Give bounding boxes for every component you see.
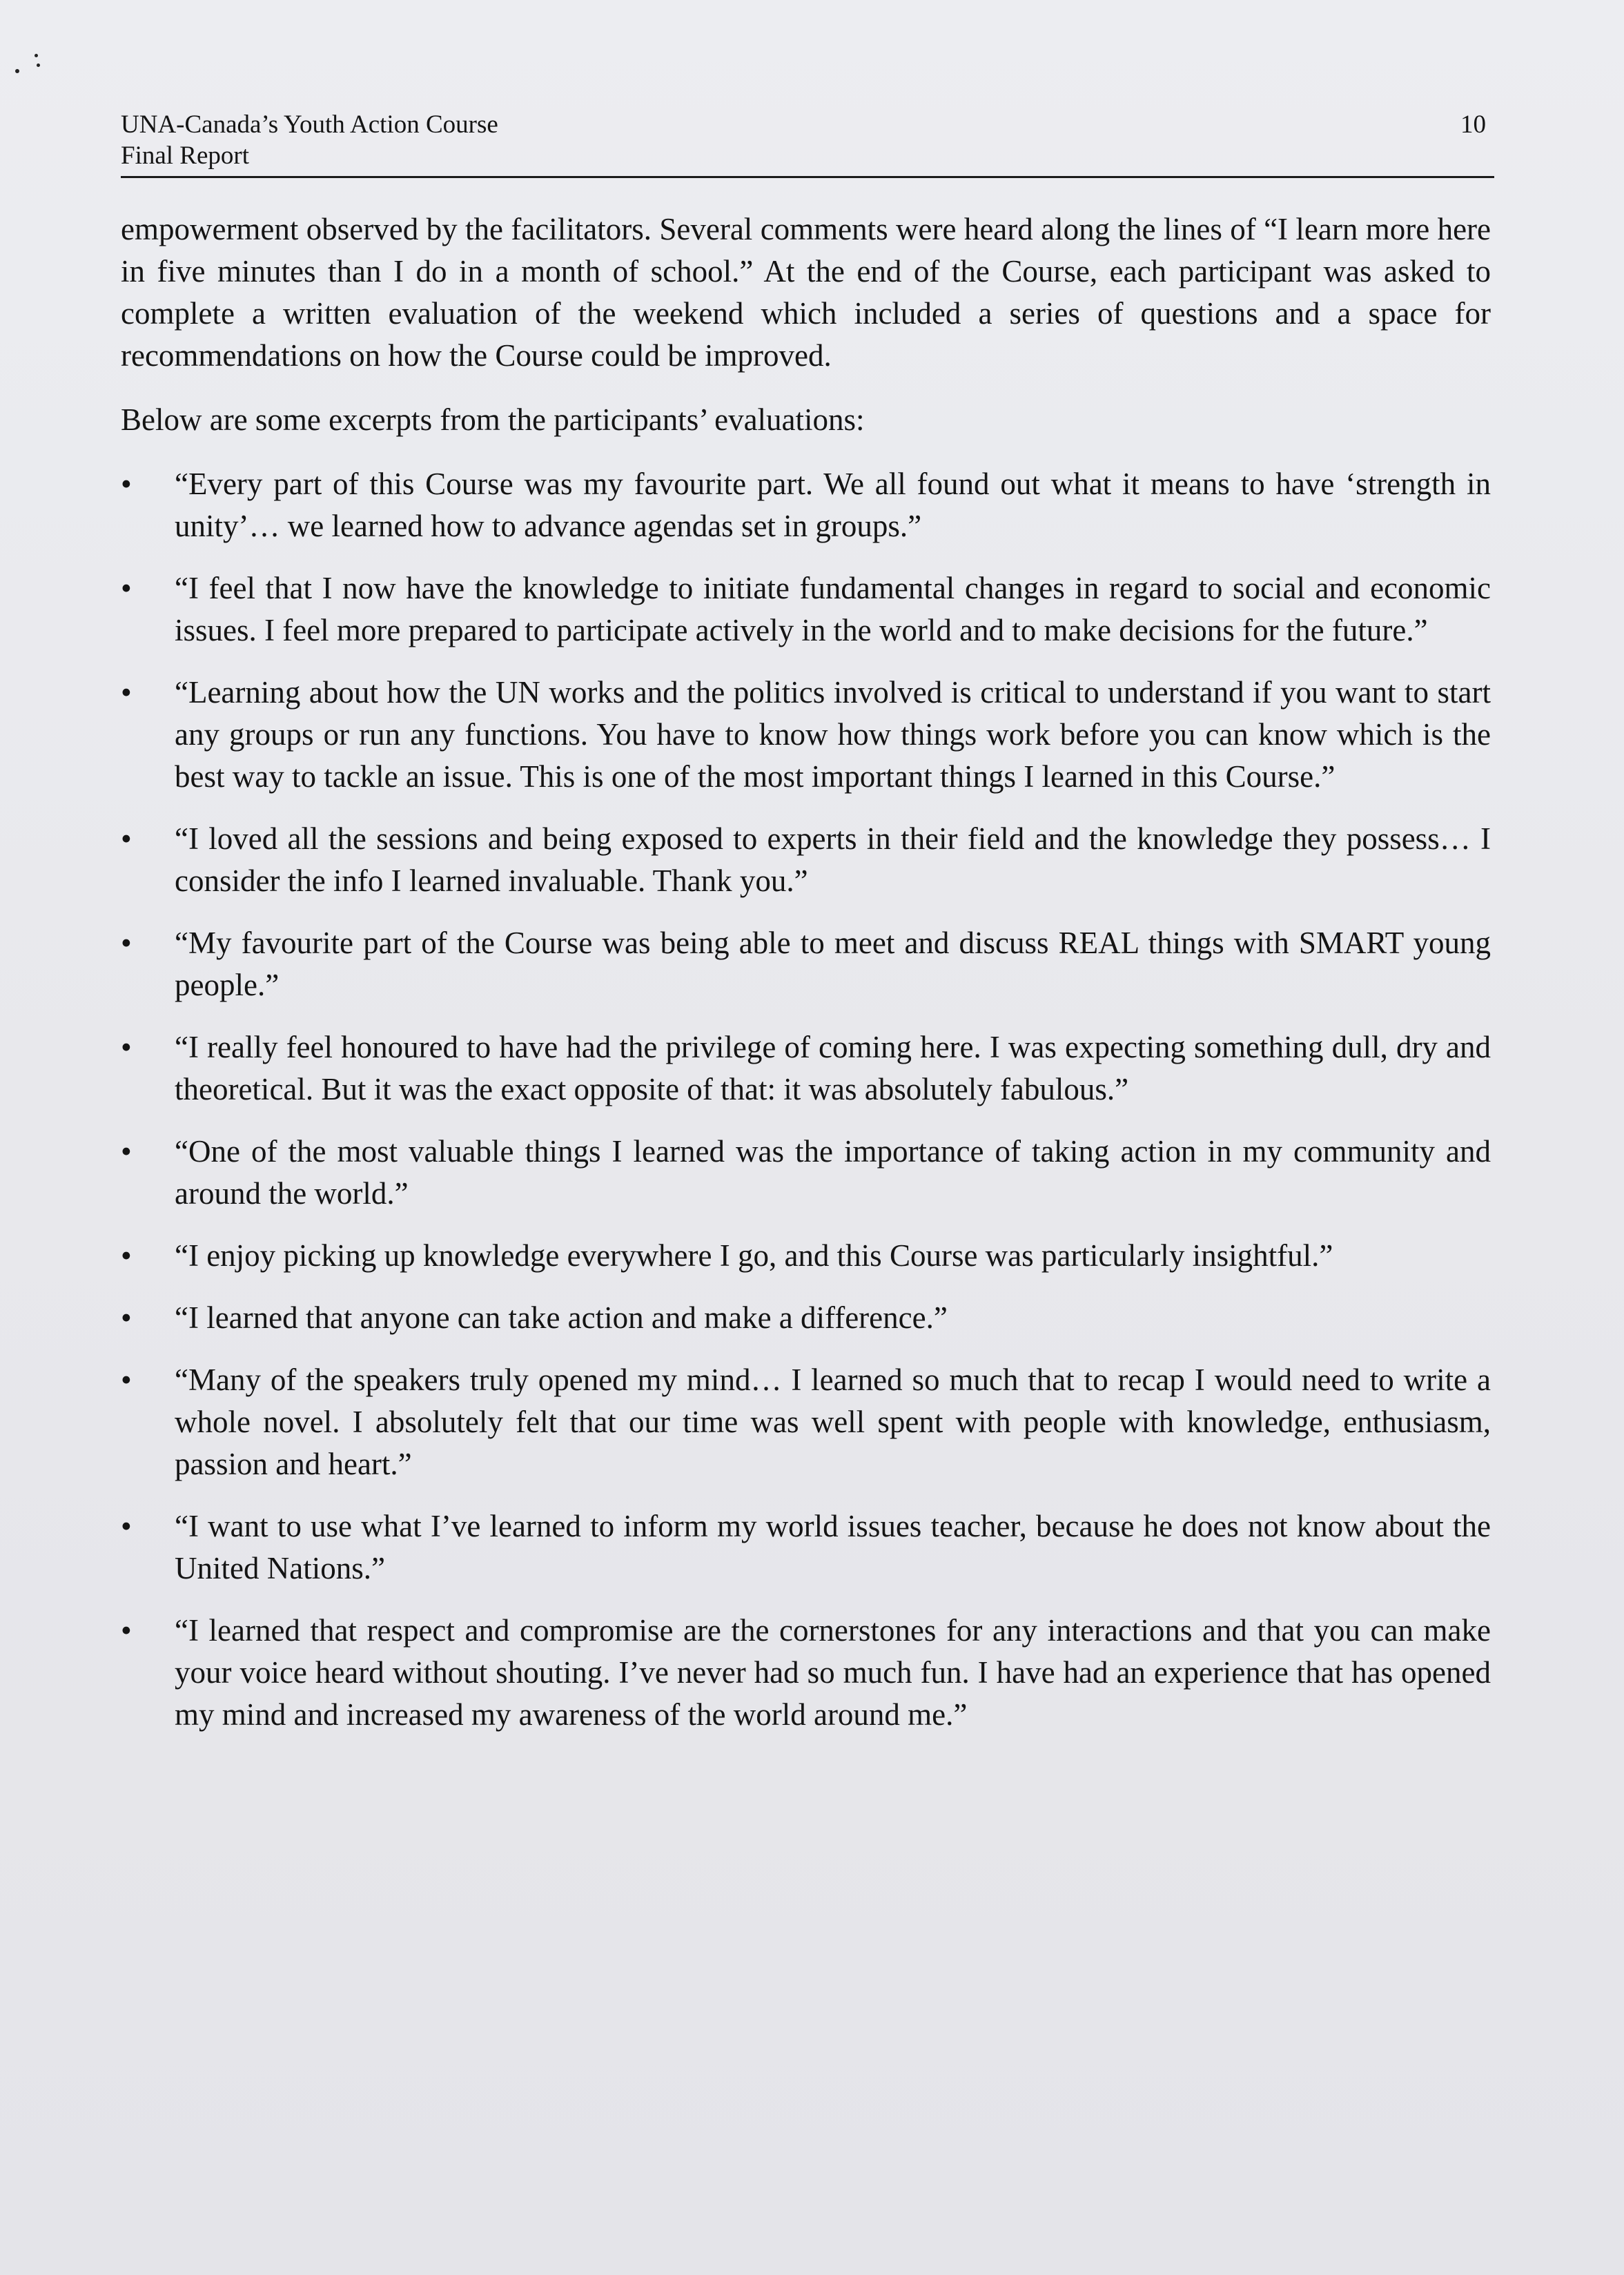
quote-item: [121, 1505, 1491, 1590]
quote-item: [121, 672, 1491, 798]
page-header: [121, 109, 1494, 178]
bullet-icon: •: [121, 571, 132, 605]
quote-text: “Many of the speakers truly opened my mind… I learned so much that to recap I would need to write a whole novel. I absolutely felt that our time was well spent with people with knowledge, enthusiasm, passion and heart.”: [175, 1363, 1491, 1481]
bullet-icon: •: [121, 675, 132, 710]
scan-speck: [15, 69, 19, 73]
bullet-icon: •: [121, 1363, 132, 1397]
header-subtitle: Final Report: [121, 141, 250, 170]
quote-text: “I feel that I now have the knowledge to initiate fundamental changes in regard to social and economic issues. I feel more prepared to participate actively in the world and to make decisions for the future.”: [175, 571, 1491, 647]
quote-text: “I enjoy picking up knowledge everywhere I go, and this Course was particularly insightful.”: [175, 1238, 1333, 1273]
bullet-icon: •: [121, 1509, 132, 1543]
bullet-icon: •: [121, 467, 132, 501]
page-number: 10: [1460, 110, 1486, 139]
bullet-icon: •: [121, 1238, 132, 1273]
bullet-icon: •: [121, 821, 132, 856]
quote-item: [121, 1131, 1491, 1215]
quote-item: [121, 463, 1491, 547]
quote-text: “One of the most valuable things I learned was the importance of taking action in my community and around the world.”: [175, 1134, 1491, 1211]
header-title-block: [121, 109, 498, 171]
scan-speck: [35, 54, 38, 57]
bullet-icon: •: [121, 926, 132, 960]
body-text: [121, 208, 1491, 1756]
bullet-icon: •: [121, 1300, 132, 1335]
lead-in-sentence: Below are some excerpts from the participants’ evaluations:: [121, 402, 865, 437]
quote-text: “I learned that anyone can take action and make a difference.”: [175, 1300, 948, 1335]
quote-text: “Learning about how the UN works and the politics involved is critical to understand if you want to start any groups or run any functions. You have to know how things work before you can know which is the best way to tackle an issue. This is one of the most important things I learned in this Course.”: [175, 675, 1491, 794]
bullet-icon: •: [121, 1030, 132, 1064]
bullet-icon: •: [121, 1134, 132, 1169]
quote-list: [121, 463, 1491, 1736]
quote-text: “I really feel honoured to have had the privilege of coming here. I was expecting something dull, dry and theoretical. But it was the exact opposite of that: it was absolutely fabulous.”: [175, 1030, 1491, 1106]
header-rule: [121, 176, 1494, 178]
quote-item: [121, 1026, 1491, 1111]
quote-text: “I loved all the sessions and being exposed to experts in their field and the knowledge they possess… I consider the info I learned invaluable. Thank you.”: [175, 821, 1491, 898]
quote-text: “Every part of this Course was my favourite part. We all found out what it means to have ‘strength in unity’… we learned how to advance agendas set in groups.”: [175, 467, 1491, 543]
quote-item: [121, 922, 1491, 1006]
quote-item: [121, 567, 1491, 652]
quote-text: “I learned that respect and compromise are the cornerstones for any interactions and that you can make your voice heard without shouting. I’ve never had so much fun. I have had an experience that has opened my mind and increased my awareness of the world around me.”: [175, 1613, 1491, 1732]
quote-text: “My favourite part of the Course was being able to meet and discuss REAL things with SMART young people.”: [175, 926, 1491, 1002]
quote-item: [121, 1359, 1491, 1485]
quote-item: [121, 818, 1491, 902]
scan-speck: [37, 64, 40, 67]
quote-item: [121, 1235, 1491, 1277]
bullet-icon: •: [121, 1613, 132, 1648]
intro-paragraph: empowerment observed by the facilitators. Several comments were heard along the lines of “I learn more here in five minutes than I do in a month of school.” At the end of the Course, each participant was asked to complete a written evaluation of the weekend which included a series of questions and a space for recommendations on how the Course could be improved.: [121, 212, 1491, 373]
quote-text: “I want to use what I’ve learned to inform my world issues teacher, because he does not know about the United Nations.”: [175, 1509, 1491, 1585]
quote-item: [121, 1297, 1491, 1339]
header-title: UNA-Canada’s Youth Action Course: [121, 110, 498, 139]
quote-item: [121, 1610, 1491, 1736]
